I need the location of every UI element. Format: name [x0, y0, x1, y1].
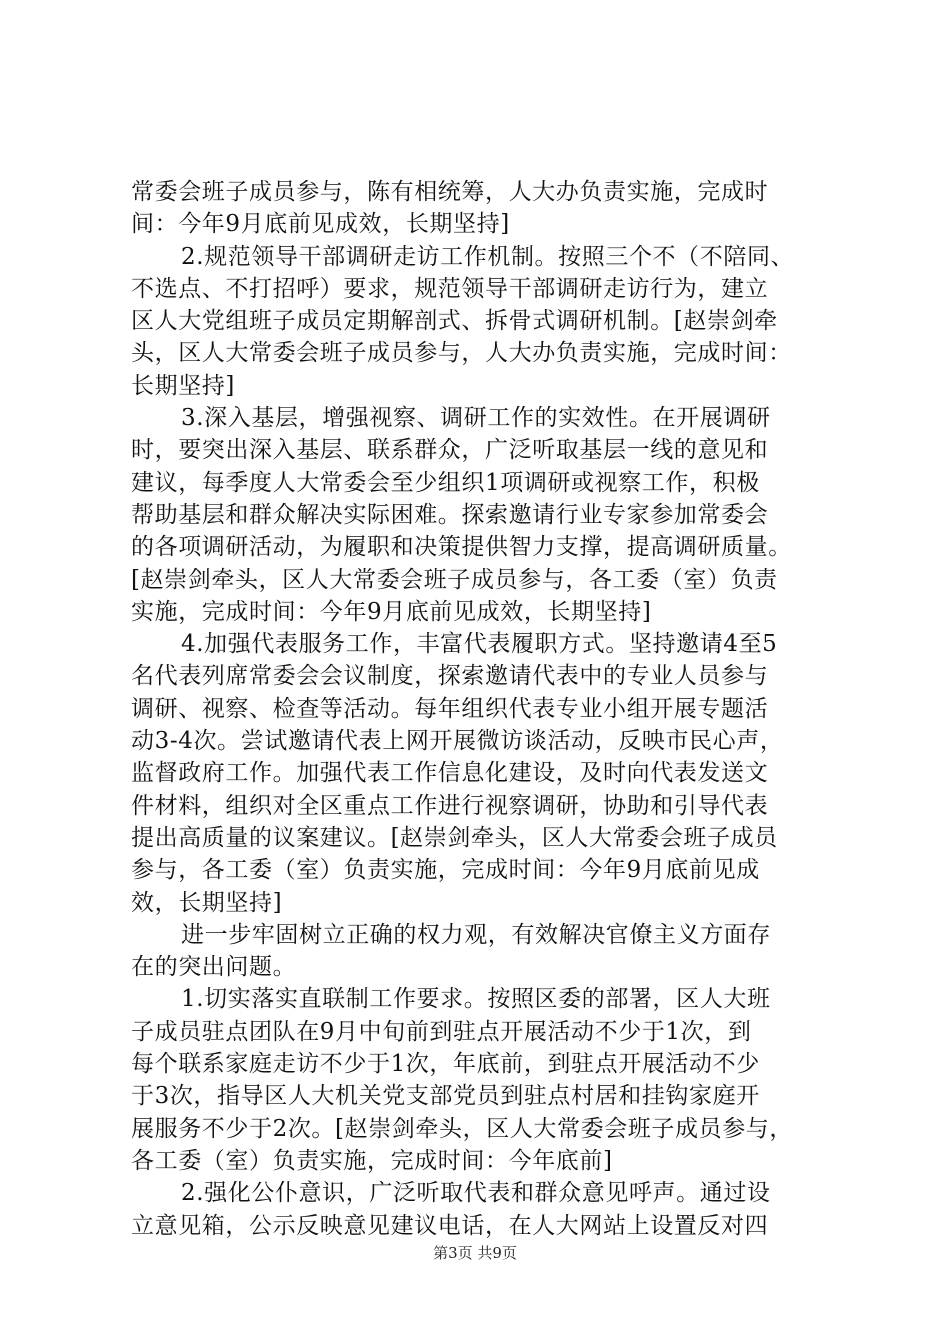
text-line: 长期坚持]	[131, 372, 235, 399]
text-line: 头，区人大常委会班子成员参与，人大办负责实施，完成时间：	[131, 340, 792, 367]
text-line: 帮助基层和群众解决实际困难。探索邀请行业专家参加常委会	[131, 501, 769, 528]
text-line: 建议，每季度人大常委会至少组织1项调研或视察工作，积极	[131, 469, 760, 496]
text-line: 3.深入基层，增强视察、调研工作的实效性。在开展调研	[181, 405, 771, 432]
text-line: 参与，各工委（室）负责实施，完成时间：今年9月底前见成	[131, 857, 760, 884]
text-line: 2.规范领导干部调研走访工作机制。按照三个不（不陪同、	[181, 243, 795, 270]
text-line: 各工委（室）负责实施，完成时间：今年底前]	[131, 1147, 613, 1174]
text-line: 动3-4次。尝试邀请代表上网开展微访谈活动，反映市民心声，	[131, 728, 784, 755]
text-line: 展服务不少于2次。[赵崇剑牵头，区人大常委会班子成员参与，	[131, 1115, 794, 1142]
text-line: 件材料，组织对全区重点工作进行视察调研，协助和引导代表	[131, 792, 769, 819]
text-line: 2.强化公仆意识，广泛听取代表和群众意见呼声。通过设	[181, 1180, 771, 1207]
text-line: 实施，完成时间：今年9月底前见成效，长期坚持]	[131, 598, 652, 625]
text-line: 在的突出问题。	[131, 954, 297, 981]
text-line: 监督政府工作。加强代表工作信息化建设，及时向代表发送文	[131, 760, 769, 787]
page-footer: 第3页 共9页	[433, 1244, 517, 1262]
text-line: 常委会班子成员参与，陈有相统筹，人大办负责实施，完成时	[131, 179, 769, 205]
text-line: 于3次，指导区人大机关党支部党员到驻点村居和挂钩家庭开	[131, 1083, 760, 1110]
document-body	[131, 176, 831, 1242]
text-line: 立意见箱，公示反映意见建议电话，在人大网站上设置反对四	[131, 1212, 769, 1239]
text-line: 效，长期坚持]	[131, 889, 283, 916]
text-line: 1.切实落实直联制工作要求。按照区委的部署，区人大班	[181, 986, 771, 1013]
text-line: 提出高质量的议案建议。[赵崇剑牵头，区人大常委会班子成员	[131, 824, 778, 851]
text-line: 区人大党组班子成员定期解剖式、拆骨式调研机制。[赵崇剑牵	[131, 308, 778, 335]
text-line: 每个联系家庭走访不少于1次，年底前，到驻点开展活动不少	[131, 1051, 760, 1078]
text-line: [赵崇剑牵头，区人大常委会班子成员参与，各工委（室）负责	[131, 566, 778, 593]
text-line: 4.加强代表服务工作，丰富代表履职方式。坚持邀请4至5	[181, 631, 778, 658]
text-line: 子成员驻点团队在9月中旬前到驻点开展活动不少于1次，到	[131, 1018, 752, 1045]
text-line: 的各项调研活动，为履职和决策提供智力支撑，提高调研质量。	[131, 534, 792, 561]
text-line: 调研、视察、检查等活动。每年组织代表专业小组开展专题活	[131, 695, 769, 722]
text-line: 名代表列席常委会会议制度，探索邀请代表中的专业人员参与	[131, 663, 769, 690]
text-line: 进一步牢固树立正确的权力观，有效解决官僚主义方面存	[181, 921, 771, 948]
text-line: 不选点、不打招呼）要求，规范领导干部调研走访行为，建立	[131, 275, 769, 302]
text-line: 间：今年9月底前见成效，长期坚持]	[131, 211, 510, 238]
text-line: 时，要突出深入基层、联系群众，广泛听取基层一线的意见和	[131, 437, 769, 464]
